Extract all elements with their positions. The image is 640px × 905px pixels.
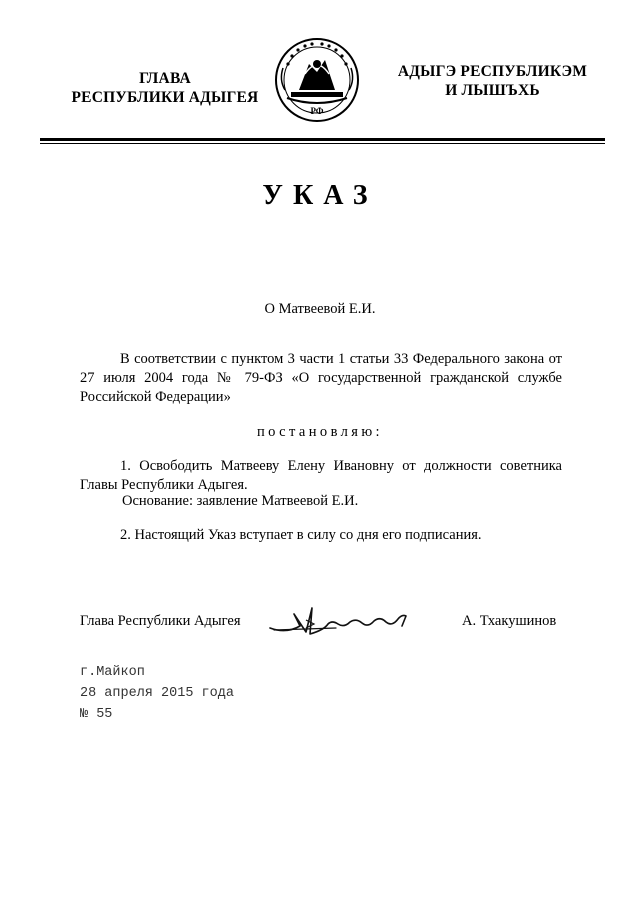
header-divider-thin [40,143,605,144]
header-left-line1: ГЛАВА [139,70,191,87]
handwritten-signature [266,600,416,642]
issue-date: 28 апреля 2015 года [80,686,234,701]
decree-item-1: 1. Освободить Матвееву Елену Ивановну от должности советника Главы Республики Адыгея. [80,458,562,493]
decree-basis: Основание: заявление Матвеевой Е.И. [122,493,359,509]
signatory-title: Глава Республики Адыгея [80,613,241,629]
document-subject: О Матвеевой Е.И. [264,301,376,317]
header-right-line2: И ЛЫШЪХЬ [445,82,540,99]
emblem-text: РФ [310,106,324,116]
header-divider-thick [40,138,605,141]
header-right-line1: АДЫГЭ РЕСПУБЛИКЭМ [397,63,588,80]
header-right [385,62,600,100]
decree-word: постановляю: [257,424,383,440]
issue-place: г.Майкоп [80,665,145,680]
header-left-line2: РЕСПУБЛИКИ АДЫГЕЯ [71,89,259,106]
header-left [40,69,290,107]
preamble-paragraph: В соответствии с пунктом 3 части 1 статьи 33 Федерального закона от 27 июля 2004 года № 79-ФЗ «О государственной гражданской службе Российской Федерации» [80,351,562,405]
document-title: УКАЗ [262,180,378,211]
document-number: № 55 [80,707,113,722]
decree-item-2: 2. Настоящий Указ вступает в силу со дня его подписания. [120,527,482,543]
coat-of-arms-icon [265,34,370,126]
signatory-name: А. Тхакушинов [462,613,557,629]
